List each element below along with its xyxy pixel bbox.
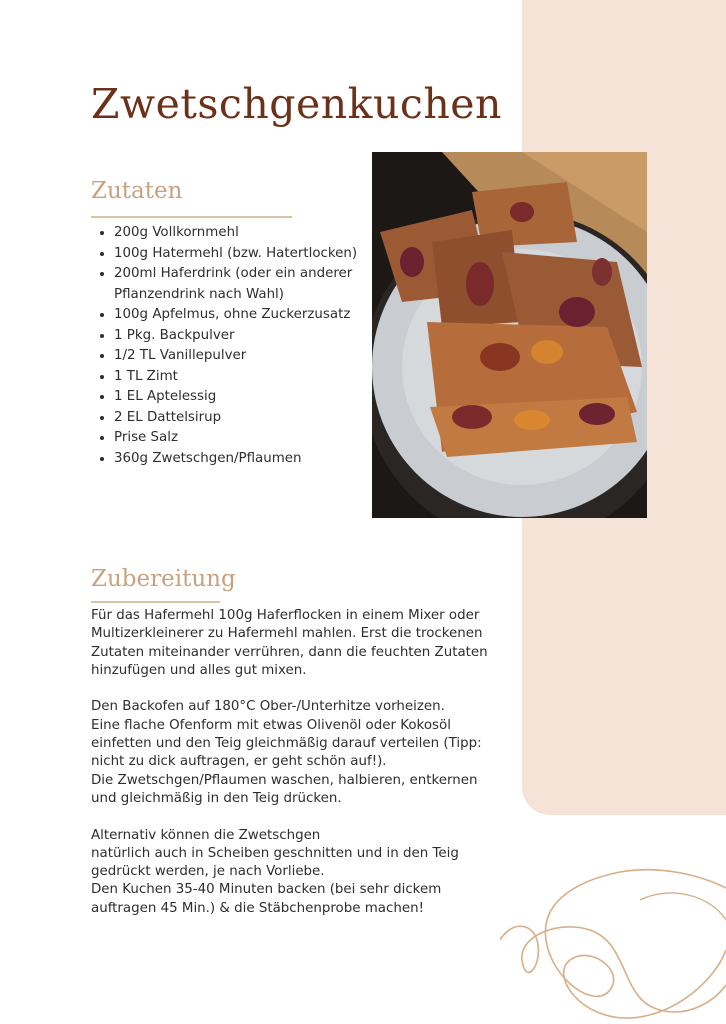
text-line: gedrückt werden, je nach Vorliebe. bbox=[91, 864, 325, 880]
ingredient-item: • 1 Pkg. Backpulver bbox=[114, 326, 404, 347]
preparation-paragraph bbox=[91, 607, 521, 680]
ingredient-item: • 200g Vollkornmehl bbox=[114, 223, 404, 244]
text-line: auftragen 45 Min.) & die Stäbchenprobe machen! bbox=[91, 900, 424, 916]
ingredient-item: • 1 TL Zimt bbox=[114, 367, 404, 388]
preparation-text bbox=[91, 607, 521, 936]
ingredient-list bbox=[94, 223, 404, 469]
text-line: einfetten und den Teig gleichmäßig darauf verteilen (Tipp: bbox=[91, 736, 482, 752]
text-line: und gleichmäßig in den Teig drücken. bbox=[91, 790, 342, 806]
ingredients-heading-rule bbox=[91, 216, 292, 218]
ingredient-item: • Prise Salz bbox=[114, 428, 404, 449]
text-line: Für das Hafermehl 100g Haferflocken in einem Mixer oder bbox=[91, 608, 480, 623]
ingredient-item: • 200ml Haferdrink (oder ein anderer Pflanzendrink nach Wahl) bbox=[114, 264, 404, 305]
ingredient-item: • 1/2 TL Vanillepulver bbox=[114, 346, 404, 367]
preparation-heading: Zubereitung bbox=[91, 566, 236, 592]
preparation-paragraph bbox=[91, 698, 521, 808]
ingredient-item: • 360g Zwetschgen/Pflaumen bbox=[114, 449, 404, 470]
preparation-heading-rule bbox=[91, 601, 220, 603]
text-line: natürlich auch in Scheiben geschnitten und in den Teig bbox=[91, 845, 459, 861]
text-line: nicht zu dick auftragen, er geht schön auf!). bbox=[91, 754, 387, 770]
text-line: Eine flache Ofenform mit etwas Olivenöl oder Kokosöl bbox=[91, 717, 451, 733]
page-title: Zwetschgenkuchen bbox=[91, 80, 502, 128]
preparation-paragraph bbox=[91, 827, 521, 918]
text-line: Den Backofen auf 180°C Ober-/Unterhitze vorheizen. bbox=[91, 699, 445, 715]
text-line: Die Zwetschgen/Pflaumen waschen, halbieren, entkernen bbox=[91, 772, 478, 788]
text-line: Multizerkleinerer zu Hafermehl mahlen. Erst die trockenen bbox=[91, 626, 483, 642]
decorative-line-art bbox=[500, 860, 726, 1024]
text-line: Zutaten miteinander verrühren, dann die feuchten Zutaten bbox=[91, 644, 488, 660]
text-line: Den Kuchen 35-40 Minuten backen (bei sehr dickem bbox=[91, 882, 442, 898]
cake-photo bbox=[372, 152, 647, 518]
ingredient-item: • 1 EL Aptelessig bbox=[114, 387, 404, 408]
cake-photo-illustration bbox=[372, 152, 647, 518]
ingredient-item: • 2 EL Dattelsirup bbox=[114, 408, 404, 429]
ingredient-item: • 100g Apfelmus, ohne Zuckerzusatz bbox=[114, 305, 404, 326]
ingredient-item: • 100g Hatermehl (bzw. Hatertlocken) bbox=[114, 244, 404, 265]
ingredients-heading: Zutaten bbox=[91, 178, 183, 204]
text-line: hinzufügen und alles gut mixen. bbox=[91, 662, 307, 678]
text-line: Alternativ können die Zwetschgen bbox=[91, 827, 321, 843]
